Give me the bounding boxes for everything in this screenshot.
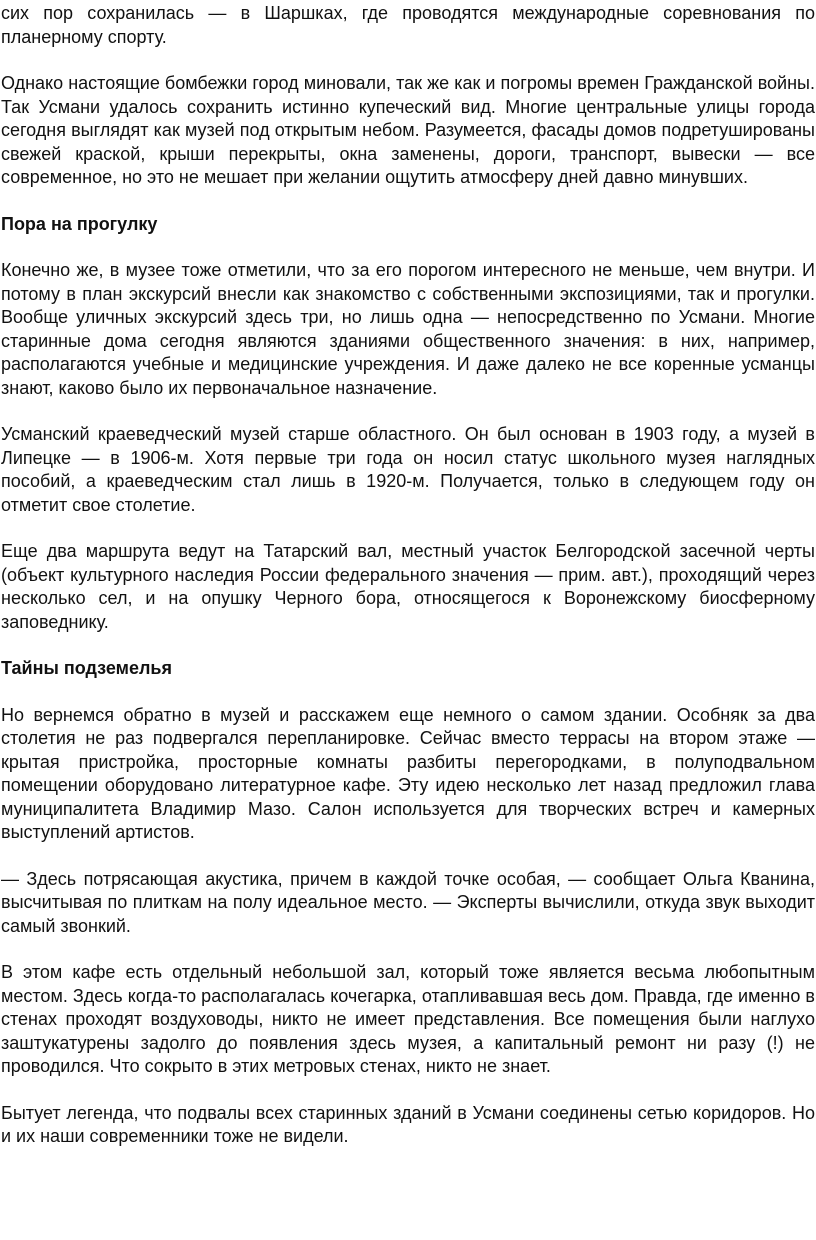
paragraph-boiler-room: В этом кафе есть отдельный небольшой зал, который тоже является весьма любопытным местом. Здесь когда-то располагалась кочегарка, отапливавшая весь дом. Правда, где именно в стенах проходят воздуховоды, никто не имеет представления. Все помещения были наглухо заштукатурены задолго до появления здесь музея, а капитальный ремонт ни разу (!) не проводился. Что сокрыто в этих метровых стенах, никто не знает.	[1, 962, 815, 1076]
section-heading-walk: Пора на прогулку	[1, 213, 158, 234]
paragraph-museum-history: Усманский краеведческий музей старше областного. Он был основан в 1903 году, а музей в Липецке — в 1906-м. Хотя первые три года он носил статус школьного музея наглядных пособий, а краеведческим стал лишь в 1920-м. Получается, только в следующем году он отметит свое столетие.	[1, 424, 815, 515]
section-heading-underground: Тайны подземелья	[1, 658, 172, 678]
paragraph-acoustics-quote: — Здесь потрясающая акустика, причем в каждой точке особая, — сообщает Ольга Кванина, высчитывая по плиткам на полу идеальное место. — Эксперты вычислили, откуда звук выходит самый звонкий.	[1, 868, 815, 936]
paragraph-building: Но вернемся обратно в музей и расскажем еще немного о самом здании. Особняк за два столетия не раз подвергался перепланировке. Сейчас вместо террасы на втором этаже — крытая пристройка, просторные комнаты разбиты перегородками, в полуподвальном помещении оборудовано литературное кафе. Эту идею несколько лет назад предложил глава муниципалитета Владимир Мазо. Салон используется для творческих встреч и камерных выступлений артистов.	[1, 704, 815, 842]
paragraph-legend: Бытует легенда, что подвалы всех старинных зданий в Усмани соединены сетью коридоров. Но и их наши современники тоже не видели.	[1, 1102, 815, 1146]
paragraph-intro-continuation: сих пор сохранилась — в Шаршках, где проводятся международные соревнования по планерному спорту.	[1, 3, 815, 47]
paragraph-bombing: Однако настоящие бомбежки город миновали, так же как и погромы времен Гражданской войны. Так Усмани удалось сохранить истинно купеческий вид. Многие центральные улицы города сегодня выглядят как музей под открытым небом. Разумеется, фасады домов подретушированы свежей краской, крыши перекрыты, окна заменены, дороги, транспорт, вывески — все современное, но это не мешает при желании ощутить атмосферу дней давно минувших.	[1, 73, 815, 187]
paragraph-excursions: Конечно же, в музее тоже отметили, что за его порогом интересного не меньше, чем внутри. И потому в план экскурсий внесли как знакомство с собственными экспозициями, так и прогулки. Вообще уличных экскурсий здесь три, но лишь одна — непосредственно по Усмани. Многие старинные дома сегодня являются зданиями общественного значения: в них, например, располагаются учебные и медицинские учреждения. И даже далеко не все коренные усманцы знают, каково было их первоначальное назначение.	[1, 260, 815, 398]
article-body	[0, 2, 816, 1172]
paragraph-routes: Еще два маршрута ведут на Татарский вал, местный участок Белгородской засечной черты (объект культурного наследия России федерального значения — прим. авт.), проходящий через несколько сел, и на опушку Черного бора, относящегося к Воронежскому биосферному заповеднику.	[1, 541, 815, 632]
